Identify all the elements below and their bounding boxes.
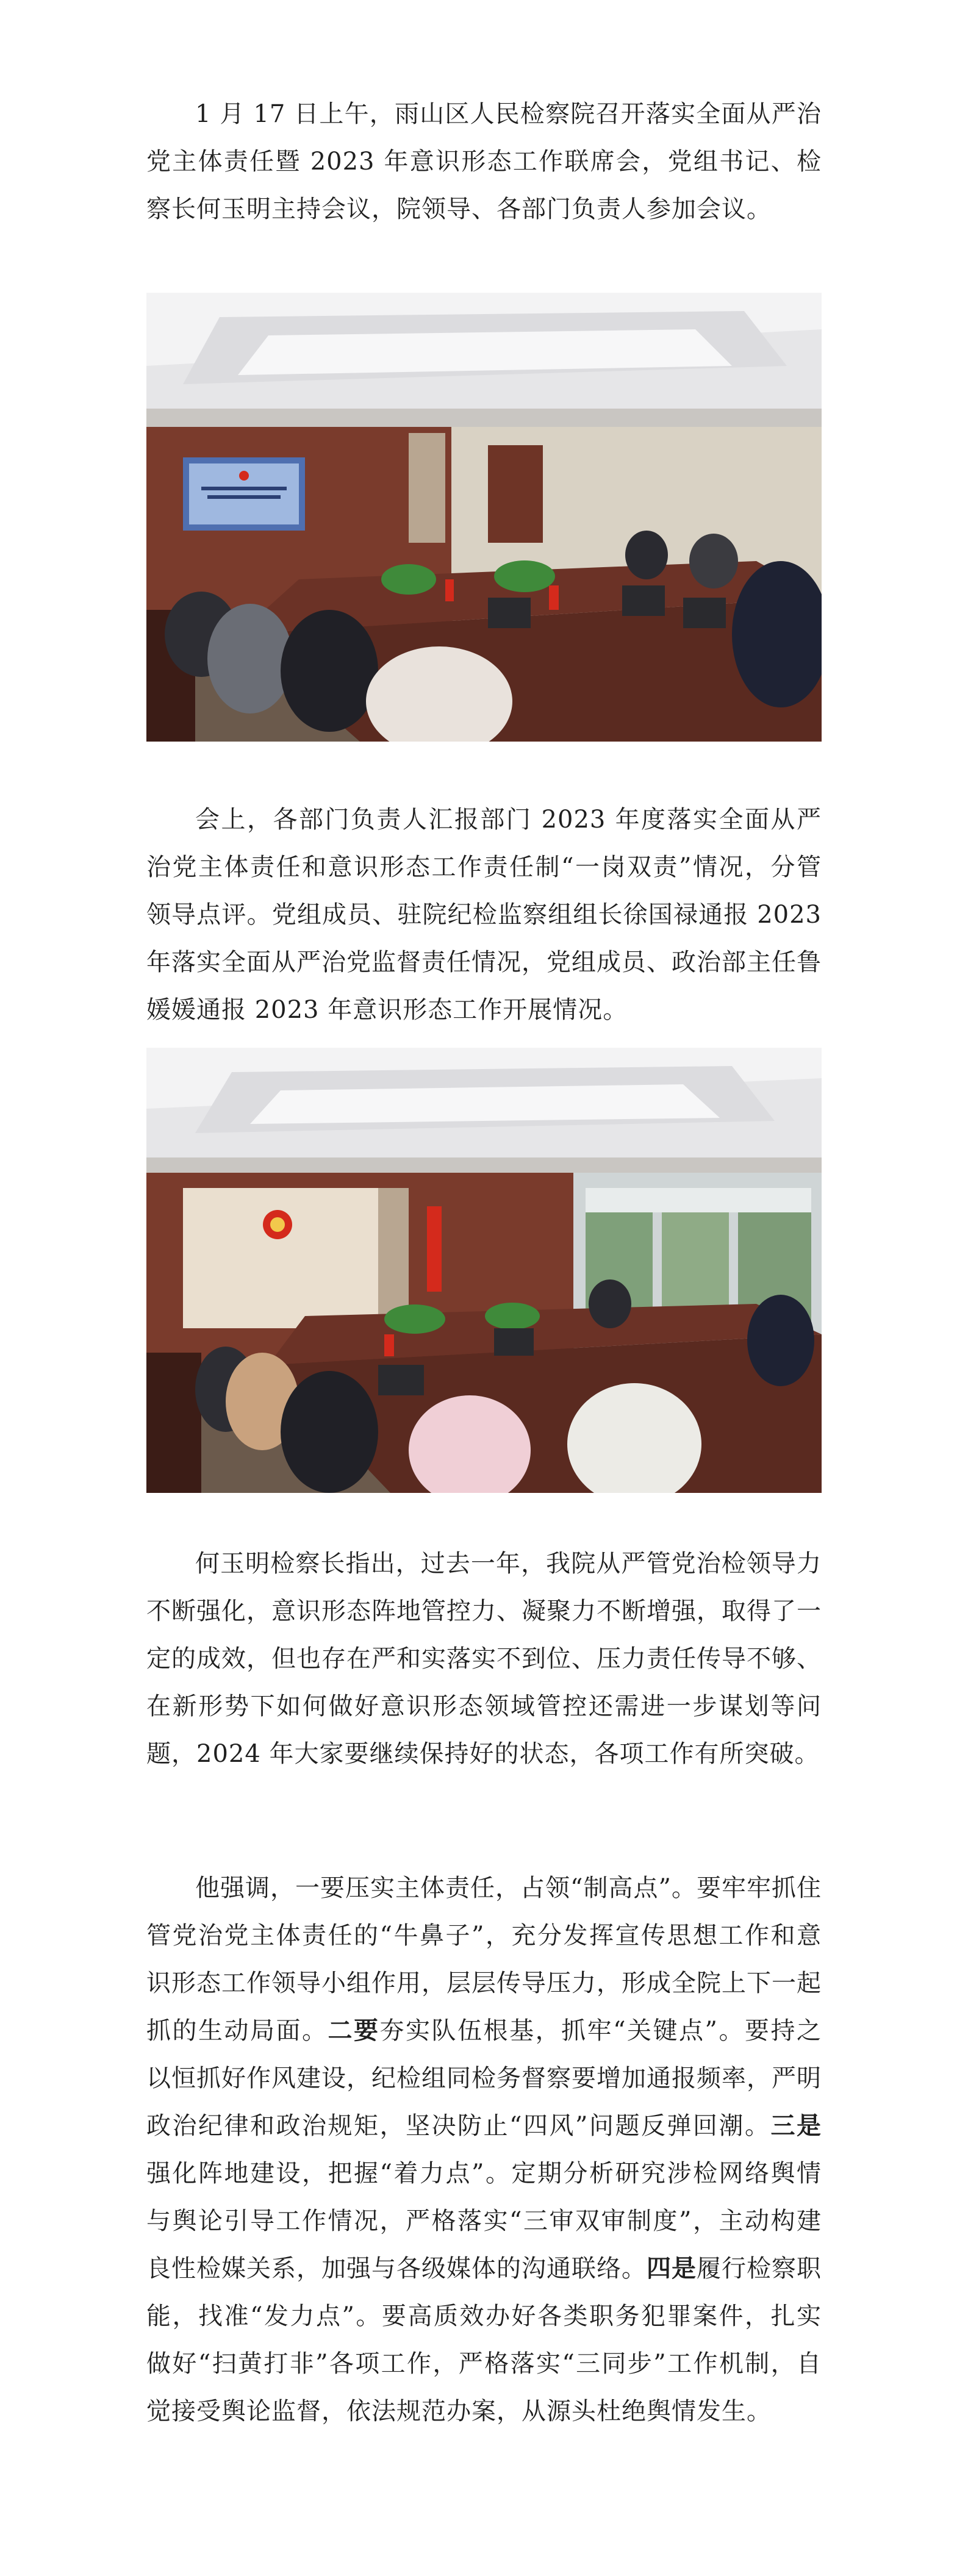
- paragraph-requirements: [146, 1864, 822, 2435]
- requirement-3-marker: 三是: [770, 2111, 822, 2140]
- paragraph-intro: 1 月 17 日上午，雨山区人民检察院召开落实全面从严治党主体责任暨 2023 年意识形态工作联席会，党组书记、检察长何玉明主持会议，院领导、各部门负责人参加会议。: [146, 100, 822, 223]
- requirement-2: 夯实队伍根基，抓牢“关键点”。要持之以恒抓好作风建设，纪检组同检务督察要增加通报频率，严明政治纪律和政治规矩，坚决防止“四风”问题反弹回潮。: [146, 2017, 822, 2140]
- meeting-photo-1-image: [146, 293, 822, 742]
- requirement-2-marker: 二要: [328, 2016, 380, 2045]
- meeting-photo-2: [146, 1048, 822, 1493]
- requirement-1: 他强调，一要压实主体责任，占领“制高点”。要牢牢抓住管党治党主体责任的“牛鼻子”，充分发挥宣传思想工作和意识形态工作领导小组作用，层层传导压力，形成全院上下一起抓的生动局面。: [146, 1874, 822, 2045]
- paragraph-report: 会上，各部门负责人汇报部门 2023 年度落实全面从严治党主体责任和意识形态工作责任制“一岗双责”情况，分管领导点评。党组成员、驻院纪检监察组组长徐国禄通报 2023 年落实全面从严治党监督责任情况，党组成员、政治部主任鲁媛媛通报 2023 年意识形态工作开展情况。: [146, 806, 822, 1024]
- requirement-4-marker: 四是: [647, 2254, 697, 2283]
- paragraph-summary: 何玉明检察长指出，过去一年，我院从严管党治检领导力不断强化，意识形态阵地管控力、凝聚力不断增强，取得了一定的成效，但也存在严和实落实不到位、压力责任传导不够、在新形势下如何做好意识形态领域管控还需进一步谋划等问题，2024 年大家要继续保持好的状态，各项工作有所突破。: [146, 1550, 822, 1768]
- meeting-photo-2-image: [146, 1048, 822, 1493]
- requirement-3: 强化阵地建设，把握“着力点”。定期分析研究涉检网络舆情与舆论引导工作情况，严格落实“三审双审制度”，主动构建良性检媒关系，加强与各级媒体的沟通联络。: [146, 2159, 822, 2283]
- meeting-photo-1: [146, 293, 822, 742]
- requirement-4: 履行检察职能，找准“发力点”。要高质效办好各类职务犯罪案件，扎实做好“扫黄打非”各项工作，严格落实“三同步”工作机制，自觉接受舆论监督，依法规范办案，从源头杜绝舆情发生。: [146, 2255, 822, 2425]
